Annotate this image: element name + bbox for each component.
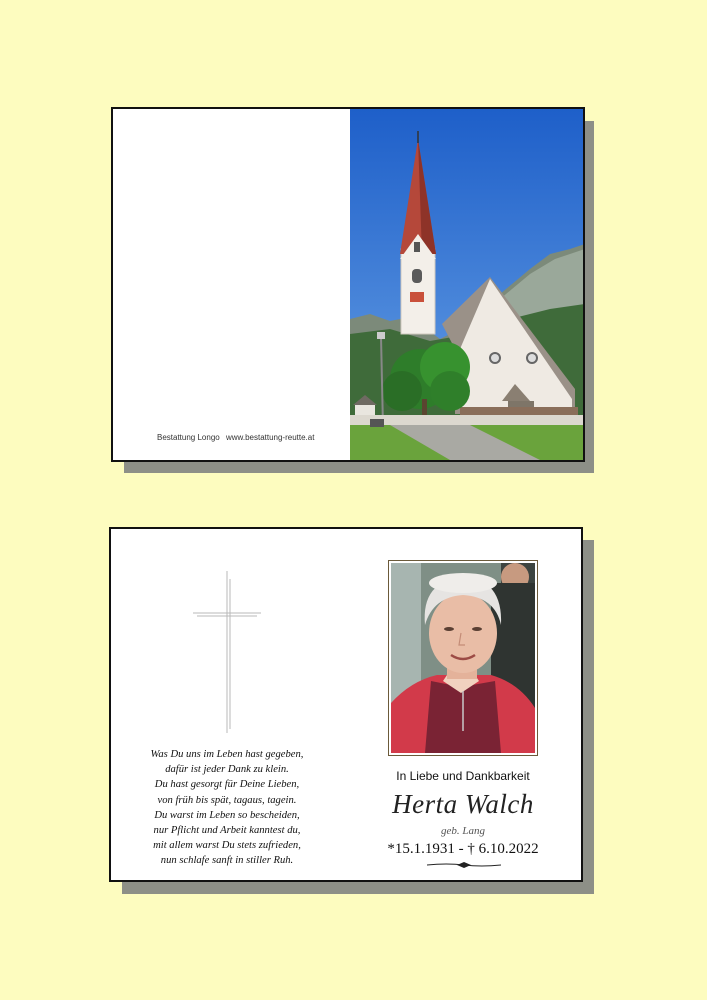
poem-line: von früh bis spät, tagaus, tagein.: [157, 794, 297, 806]
maiden-name: geb. Lang: [441, 825, 485, 837]
deceased-name: Herta Walch: [392, 789, 534, 819]
dedication-caption: In Liebe und Dankbarkeit: [396, 769, 530, 783]
poem-line: Du hast gesorgt für Deine Lieben,: [154, 779, 300, 791]
memorial-poem: [121, 747, 333, 869]
portrait-illustration: [391, 563, 535, 753]
church-illustration: [350, 109, 585, 460]
poem-line: nur Pflicht und Arbeit kanntest du,: [153, 825, 301, 837]
front-card: [111, 107, 585, 462]
front-card-left-panel: [113, 109, 350, 460]
ornament-divider: [427, 861, 501, 869]
life-dates: *15.1.1931 - † 6.10.2022: [387, 841, 539, 857]
cross-icon: [191, 569, 263, 735]
church-photo: [350, 109, 585, 460]
imprint-company: Bestattung Longo: [157, 433, 220, 442]
poem-line: Was Du uns im Leben hast gegeben,: [150, 749, 304, 760]
portrait-photo: [388, 560, 538, 756]
inner-card: [109, 527, 583, 882]
poem-line: dafür ist jeder Dank zu klein.: [165, 764, 289, 776]
imprint-website: www.bestattung-reutte.at: [225, 433, 315, 442]
poem-line: mit allem warst Du stets zufrieden,: [153, 840, 301, 852]
imprint: [157, 433, 318, 442]
poem-line: Du warst im Leben so bescheiden,: [154, 809, 300, 821]
poem-line: nun schlafe sanft in stiller Ruh.: [160, 855, 294, 867]
